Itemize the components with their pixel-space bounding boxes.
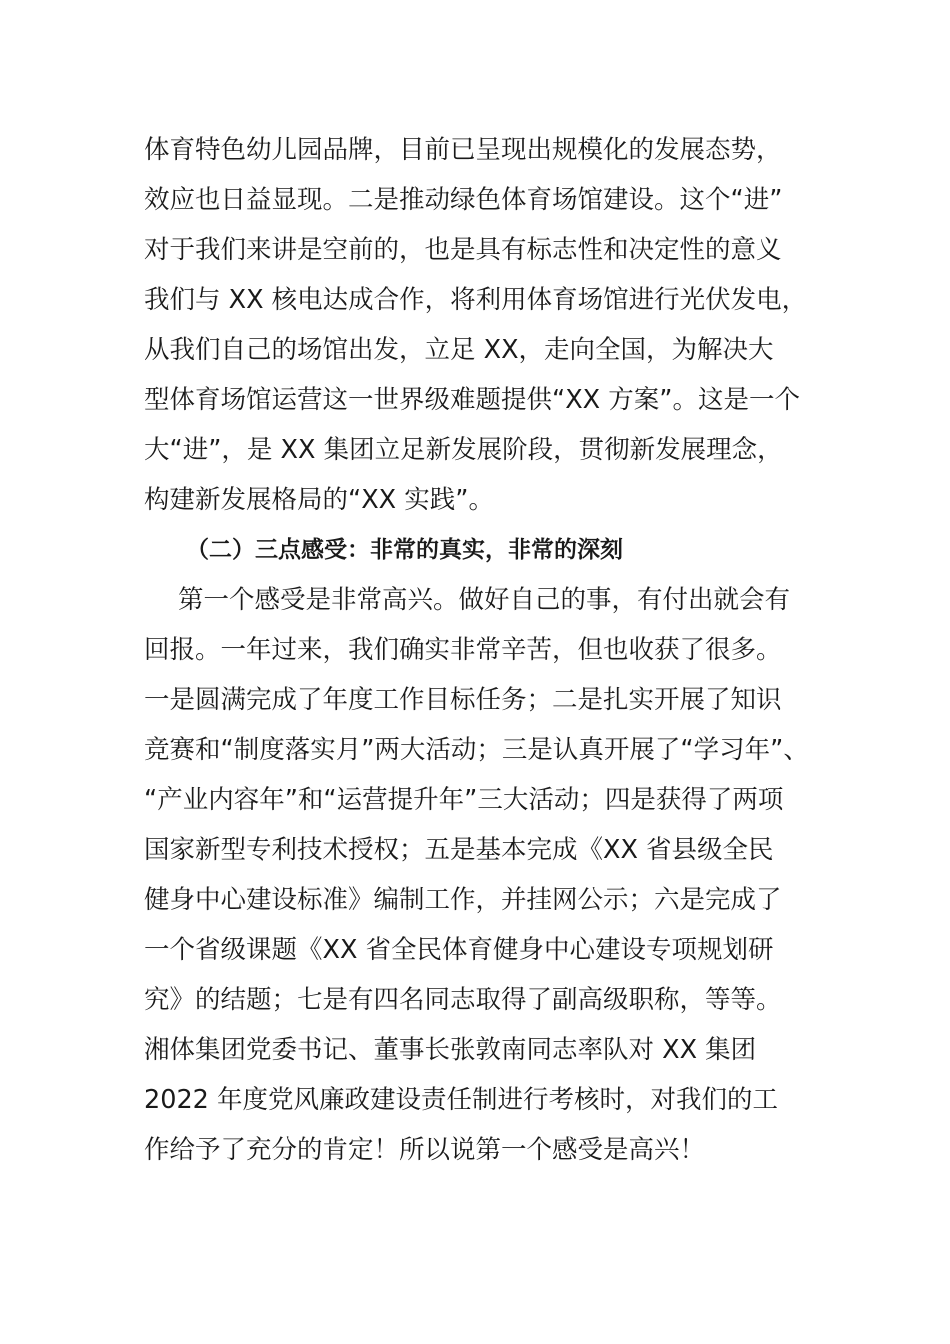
paragraph-line: 构建新发展格局的“XX 实践”。 [144,485,494,515]
paragraph-line: 健身中心建设标准》编制工作，并挂网公示；六是完成了 [144,885,782,915]
paragraph-line: 2022 年度党风廉政建设责任制进行考核时，对我们的工 [144,1085,779,1115]
paragraph-line: “产业内容年”和“运营提升年”三大活动；四是获得了两项 [144,785,784,815]
paragraph-line: 型体育场馆运营这一世界级难题提供“XX 方案”。这是一个 [144,385,800,415]
paragraph-line: 对于我们来讲是空前的，也是具有标志性和决定性的意义 [144,235,782,265]
paragraph-line: 从我们自己的场馆出发，立足 XX，走向全国，为解决大 [144,335,774,365]
paragraph-line: 体育特色幼儿园品牌，目前已呈现出规模化的发展态势， [144,135,782,165]
paragraph-line: 大“进”，是 XX 集团立足新发展阶段，贯彻新发展理念， [144,435,783,465]
paragraph-line: 回报。一年过来，我们确实非常辛苦，但也收获了很多。 [144,635,782,665]
paragraph-line: 效应也日益显现。二是推动绿色体育场馆建设。这个“进” [144,185,783,215]
paragraph-line: 湘体集团党委书记、董事长张敦南同志率队对 XX 集团 [144,1035,757,1065]
paragraph-line: 竞赛和“制度落实月”两大活动；三是认真开展了“学习年”、 [144,735,809,765]
paragraph-line: 第一个感受是非常高兴。做好自己的事，有付出就会有 [178,585,791,615]
paragraph-line: 一是圆满完成了年度工作目标任务；二是扎实开展了知识 [144,685,782,715]
paragraph-line: 一个省级课题《XX 省全民体育健身中心建设专项规划研 [144,935,774,965]
section-heading: （二）三点感受：非常的真实，非常的深刻 [186,537,623,563]
paragraph-line: 作给予了充分的肯定！所以说第一个感受是高兴！ [144,1135,706,1165]
paragraph-line: 究》的结题；七是有四名同志取得了副高级职称，等等。 [144,985,782,1015]
paragraph-line: 我们与 XX 核电达成合作，将利用体育场馆进行光伏发电， [144,285,808,315]
paragraph-line: 国家新型专利技术授权；五是基本完成《XX 省县级全民 [144,835,774,865]
